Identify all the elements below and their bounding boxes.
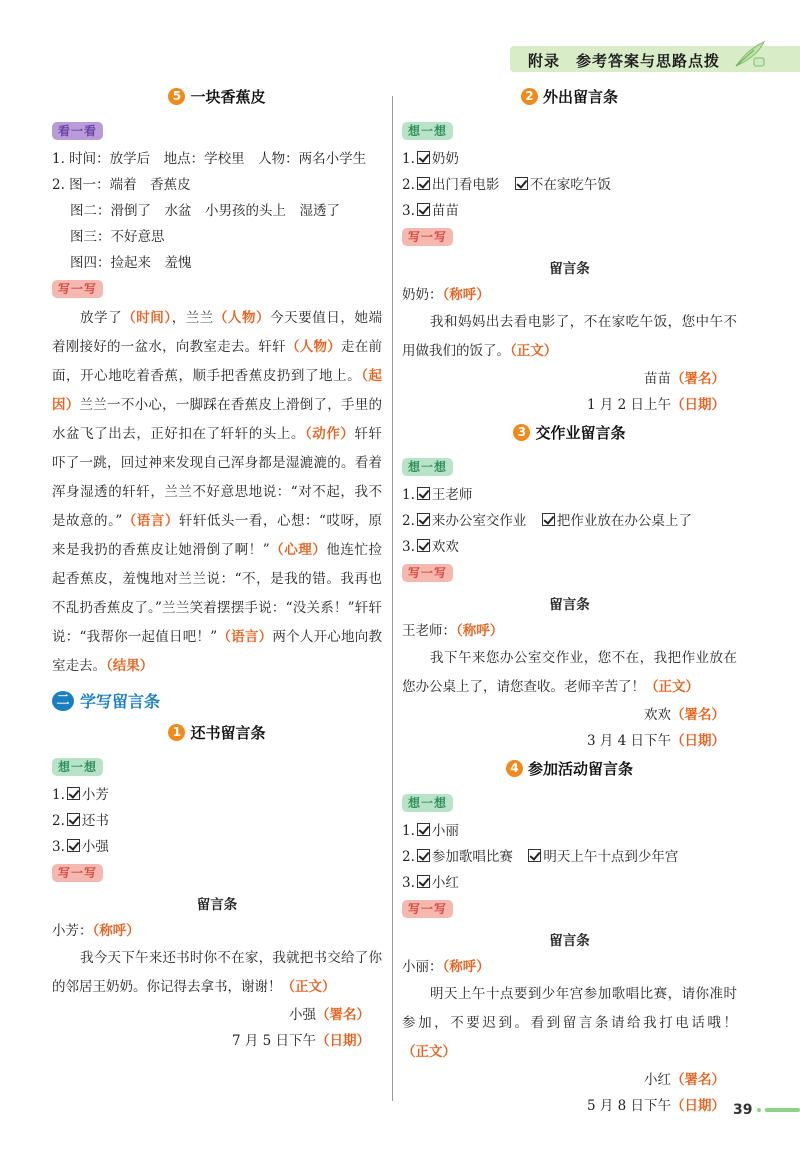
story-annotation: （时间） [122, 310, 172, 326]
answer-line [402, 482, 737, 508]
section-title-text: 参加活动留言条 [527, 759, 633, 778]
text-span: （日期） [671, 733, 725, 749]
section-heading-2 [52, 689, 382, 712]
text-span: （署名） [671, 371, 725, 387]
text-span: 3. [402, 203, 415, 219]
answer-line: 图四：捡起来 羞愧 [70, 255, 192, 271]
checkbox-icon [417, 487, 430, 500]
story-text: 轩轩低头一看，心想：“哎呀，原来是我扔的香蕉皮让她滑倒了啊！” [52, 513, 383, 558]
section-title-text: 交作业留言条 [535, 423, 626, 442]
checkbox-icon [67, 839, 80, 852]
note-salutation [402, 954, 737, 980]
answer-line [402, 844, 737, 870]
text-span: 来办公室交作业 [431, 513, 527, 529]
story-annotation: （语言） [122, 513, 179, 529]
text-span: （署名） [671, 1072, 725, 1088]
note-signature [52, 1002, 382, 1028]
page-bar [765, 1108, 800, 1112]
text-span: 还书 [81, 813, 109, 829]
section-title-text: 外出留言条 [542, 87, 618, 106]
story-text: 他连忙捡起香蕉皮，羞愧地对兰兰说：“不，是我的错。我再也不乱扔香蕉皮了。”兰兰笑着摆摆手说：“没关系！”轩轩说：“我帮你一起值日吧！” [52, 542, 383, 645]
text-span: 王老师 [431, 487, 473, 503]
text-span: 苗苗 [644, 371, 671, 387]
page-dot [757, 1108, 761, 1112]
text-span: 1 月 2 日上午 [586, 397, 671, 413]
note-salutation [402, 618, 737, 644]
answer-line [402, 172, 737, 198]
text-span: （日期） [316, 1033, 370, 1049]
note-salutation [52, 918, 382, 944]
section-heading-text: 学写留言条 [80, 692, 161, 711]
story-annotation: （结果） [106, 658, 154, 674]
text-span: （正文） [402, 1044, 456, 1060]
text-span: 小芳 [81, 787, 109, 803]
text-span: 2. [402, 849, 415, 865]
text-span: 3. [52, 839, 65, 855]
text-span: 1. [52, 787, 65, 803]
answer-line [402, 534, 737, 560]
write-tag: 写一写 [52, 280, 103, 298]
section-title-4 [402, 754, 737, 782]
answer-line [402, 508, 737, 534]
page-number: 39 [733, 1102, 753, 1118]
checkbox-icon [542, 513, 555, 526]
think-tag: 想一想 [402, 122, 453, 140]
left-column [52, 82, 382, 1054]
text-span: 参加歌唱比赛 [431, 849, 513, 865]
text-span: 2. [402, 513, 415, 529]
answer-line [52, 834, 382, 860]
checkbox-icon [417, 513, 430, 526]
text-span: （称呼） [442, 959, 490, 975]
story-text: 放学了 [80, 310, 123, 326]
text-span: 3. [402, 875, 415, 891]
text-span: 我今天下午来还书时你不在家，我就把书交给了你的邻居王奶奶。你记得去拿书，谢谢！ [52, 950, 382, 995]
text-span: （日期） [671, 1098, 725, 1114]
text-span: 把作业放在办公桌上了 [556, 513, 692, 529]
note-title: 留言条 [549, 261, 590, 277]
column-divider [392, 96, 393, 1101]
text-span: 奶奶 [431, 151, 459, 167]
right-column [402, 82, 737, 1119]
text-span: 苗苗 [431, 203, 459, 219]
answer-line: 1. 时间：放学后 地点：学校里 人物：两名小学生 [52, 151, 367, 167]
story-text: 今天要值日，她端着刚接好的一盆水，向教室走去。轩轩 [52, 310, 383, 355]
story-annotation: （语言） [217, 629, 273, 645]
section-title-5 [52, 82, 382, 110]
text-span: 明天上午十点要到少年宫参加歌唱比赛，请你准时参加，不要迟到。看到留言条请给我打电话哦！ [402, 986, 737, 1031]
write-tag: 写一写 [402, 228, 453, 246]
section-title-1 [52, 718, 382, 746]
checkbox-icon [417, 203, 430, 216]
number-badge: 3 [513, 424, 530, 441]
text-span: 小丽 [431, 823, 459, 839]
note-date [402, 728, 737, 754]
text-span: （日期） [671, 397, 725, 413]
story-text: 兰兰一不小心，一脚踩在香蕉皮上滑倒了，手里的水盆飞了出去，正好扣在了轩轩的头上。 [52, 397, 383, 442]
text-span: （正文） [281, 979, 336, 995]
text-span: 5 月 8 日下午 [586, 1098, 671, 1114]
note-body [402, 644, 737, 702]
answer-line: 图二：滑倒了 水盆 小男孩的头上 湿透了 [70, 203, 340, 219]
section-title-text: 一块香蕉皮 [190, 87, 266, 106]
note-title: 留言条 [549, 933, 590, 949]
note-date [402, 392, 737, 418]
checkbox-icon [528, 849, 541, 862]
story-text: ，兰兰 [171, 310, 214, 326]
text-span: 王老师： [402, 623, 456, 639]
story-annotation: （起因） [52, 368, 383, 413]
checkbox-icon [417, 875, 430, 888]
answer-line: 图三：不好意思 [70, 229, 165, 245]
number-badge: 1 [168, 724, 185, 741]
text-span: （称呼） [92, 923, 140, 939]
answer-line: 2. 图一：端着 香蕉皮 [52, 177, 191, 193]
checkbox-icon [417, 849, 430, 862]
answer-line [52, 782, 382, 808]
think-tag: 想一想 [52, 758, 103, 776]
text-span: 欢欢 [431, 539, 459, 555]
story-text: 两个人开心地向教室走去。 [52, 629, 383, 674]
section-title-3 [402, 418, 737, 446]
text-span: 小丽： [402, 959, 443, 975]
text-span: （正文） [645, 679, 699, 695]
story-text: 走在前面，开心地吃着香蕉，顺手把香蕉皮扔到了地上。 [52, 339, 383, 384]
text-span: 2. [52, 813, 65, 829]
story-annotation: （心理） [269, 542, 327, 558]
story-paragraph [52, 304, 382, 681]
text-span: 小芳： [52, 923, 93, 939]
text-span: 我和妈妈出去看电影了，不在家吃午饭，您中午不用做我们的饭了。 [402, 314, 737, 359]
answer-line [402, 870, 737, 896]
text-span: 小强 [81, 839, 109, 855]
note-salutation [402, 282, 737, 308]
checkbox-icon [417, 151, 430, 164]
note-signature [402, 366, 737, 392]
feather-pen-icon [732, 40, 768, 68]
number-badge: 4 [506, 760, 523, 777]
text-span: 小红 [431, 875, 459, 891]
note-body [402, 308, 737, 366]
write-tag: 写一写 [402, 900, 453, 918]
note-date [402, 1093, 737, 1119]
text-span: 小红 [644, 1072, 671, 1088]
note-signature [402, 1067, 737, 1093]
section-number-icon: 二 [52, 691, 74, 711]
checkbox-icon [417, 539, 430, 552]
note-title: 留言条 [196, 897, 238, 913]
look-tag: 看一看 [52, 122, 103, 140]
text-span: 不在家吃午饭 [529, 177, 611, 193]
text-span: 1. [402, 823, 415, 839]
answer-line [52, 808, 382, 834]
text-span: 出门看电影 [431, 177, 500, 193]
note-date [52, 1028, 382, 1054]
text-span: 3. [402, 539, 415, 555]
checkbox-icon [417, 823, 430, 836]
text-span: 1. [402, 151, 415, 167]
answer-line [402, 818, 737, 844]
note-title: 留言条 [549, 597, 590, 613]
checkbox-icon [67, 813, 80, 826]
number-badge: 2 [521, 88, 538, 105]
text-span: （正文） [510, 343, 558, 359]
section-title-2 [402, 82, 737, 110]
think-tag: 想一想 [402, 794, 453, 812]
text-span: 欢欢 [644, 707, 671, 723]
text-span: 明天上午十点到少年宫 [543, 849, 679, 865]
text-span: 奶奶： [402, 287, 443, 303]
story-text: 轩轩吓了一跳，回过神来发现自己浑身都是湿漉漉的。看着浑身湿透的轩轩，兰兰不好意思地说：“对不起，我不是故意的。” [52, 426, 383, 529]
text-span: 我下午来您办公室交作业，您不在，我把作业放在您办公桌上了，请您查收。老师辛苦了！ [402, 650, 737, 695]
note-signature [402, 702, 737, 728]
story-annotation: （人物） [285, 339, 341, 355]
checkbox-icon [67, 787, 80, 800]
text-span: 7 月 5 日下午 [231, 1033, 316, 1049]
story-annotation: （动作） [304, 426, 355, 442]
write-tag: 写一写 [52, 864, 103, 882]
text-span: 1. [402, 487, 415, 503]
text-span: 小强 [289, 1007, 316, 1023]
answer-line [402, 146, 737, 172]
story-annotation: （人物） [213, 310, 271, 326]
note-body [402, 980, 737, 1067]
text-span: （称呼） [442, 287, 490, 303]
text-span: （署名） [316, 1007, 370, 1023]
text-span: 2. [402, 177, 415, 193]
write-tag: 写一写 [402, 564, 453, 582]
text-span: （称呼） [456, 623, 504, 639]
header-title: 附录 参考答案与思路点拨 [528, 52, 721, 70]
note-body [52, 944, 382, 1002]
number-badge: 5 [168, 88, 185, 105]
think-tag: 想一想 [402, 458, 453, 476]
checkbox-icon [515, 177, 528, 190]
text-span: 3 月 4 日下午 [586, 733, 671, 749]
text-span: （署名） [671, 707, 725, 723]
answer-line [402, 198, 737, 224]
checkbox-icon [417, 177, 430, 190]
section-title-text: 还书留言条 [190, 723, 266, 742]
